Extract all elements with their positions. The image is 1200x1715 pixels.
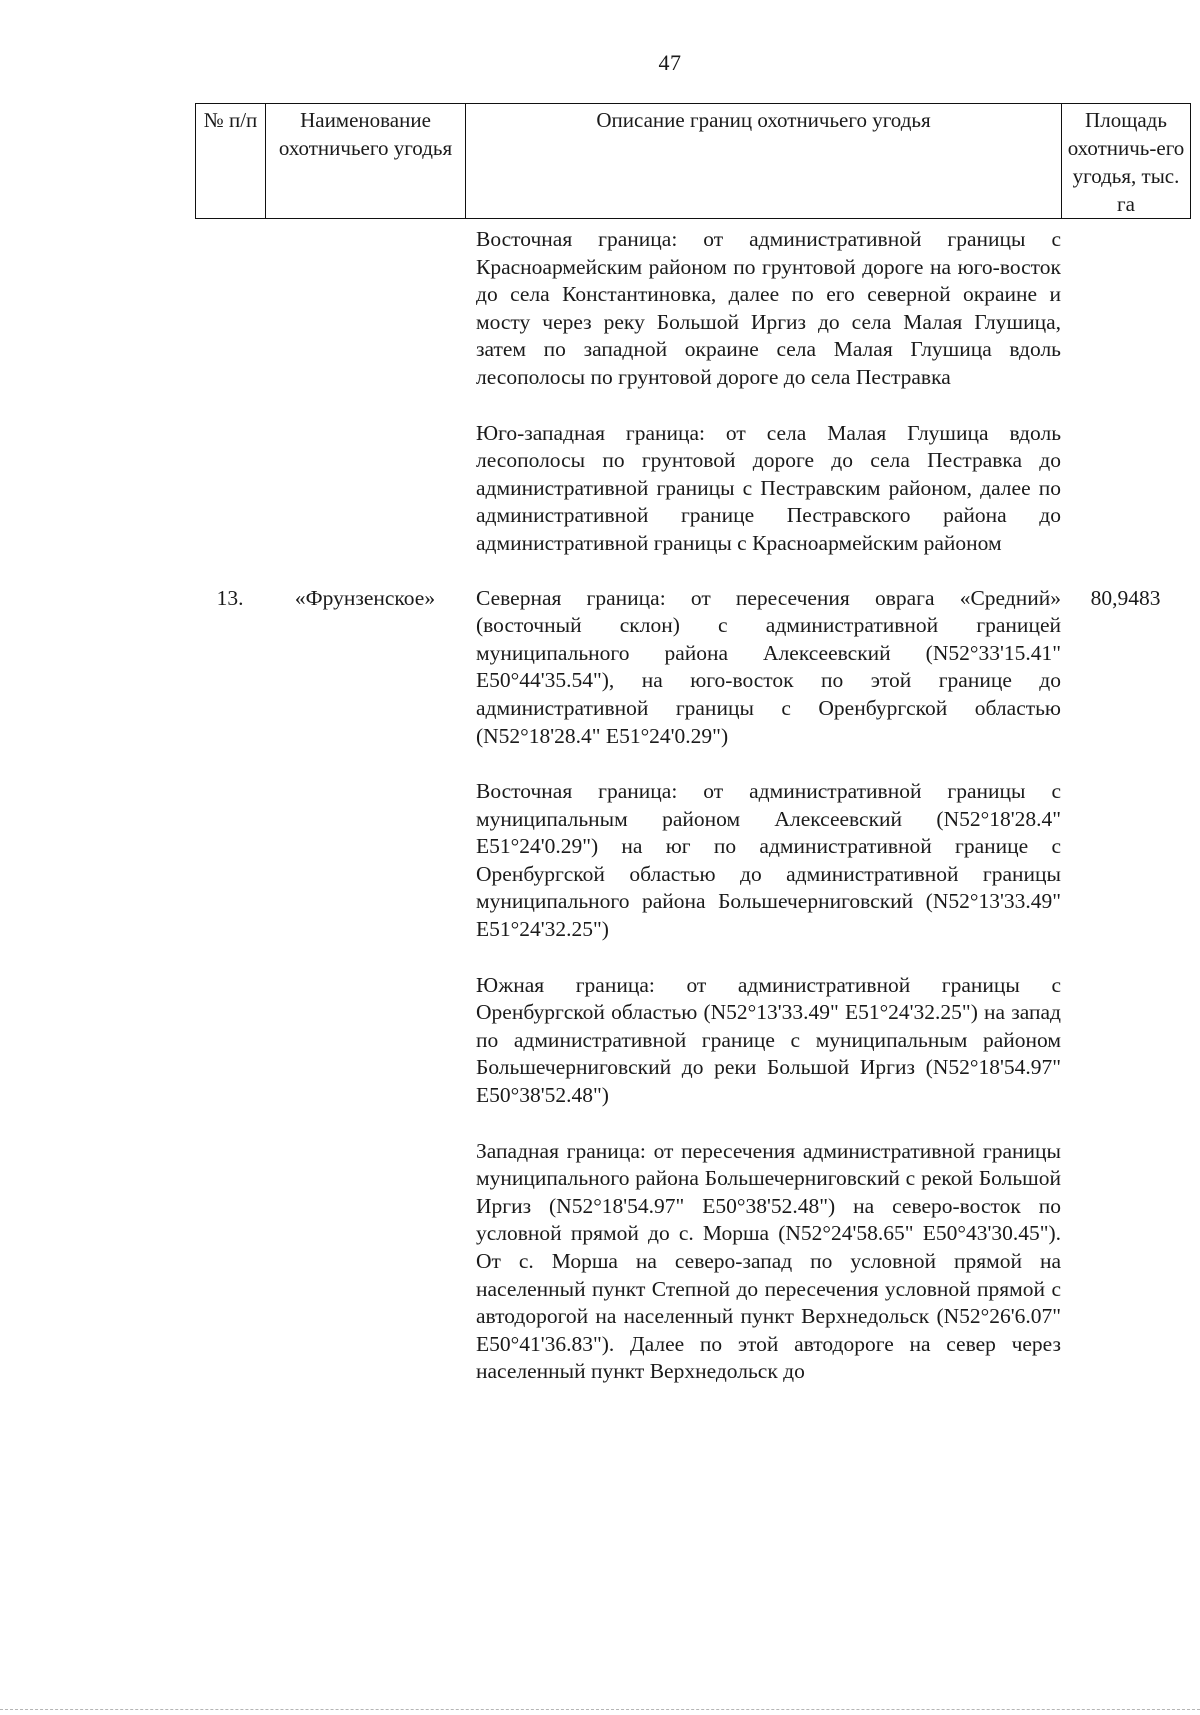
- row-spacer: [195, 558, 1190, 585]
- header-description: Описание границ охотничьего угодья: [466, 104, 1062, 219]
- page-number: 47: [658, 50, 682, 75]
- boundary-east-paragraph: Восточная граница: от административной границы с муниципальным районом Алексеевский (N52°18'28.4" E51°24'0.29") на юг по административной границе с Оренбургской областью до административной границы муниципального района Большечерниговский (N52°13'33.49" E51°24'32.25"): [476, 779, 1061, 942]
- boundary-southwest-paragraph: Юго-западная граница: от села Малая Глушица вдоль лесополосы по грунтовой дороге до села Пестравка до административной границы с Пестравским районом, далее по административной границе Пестравского района до административной границы с Красноармейским районом: [476, 420, 1061, 555]
- table-body: [195, 226, 1190, 1386]
- header-name: Наименование охотничьего угодья: [266, 104, 466, 219]
- boundary-south-paragraph: Южная граница: от административной границы с Оренбургской областью (N52°13'33.49" E51°24'32.25") на запад по административной границе с муниципальным районом Большечерниговский до реки Большой Иргиз (N52°18'54.97" E50°38'52.48"): [476, 972, 1061, 1108]
- table-header: [195, 103, 1191, 219]
- header-number: № п/п: [196, 104, 266, 219]
- table-row-continuation: [195, 226, 1190, 558]
- area-value: 80,9483: [1090, 585, 1161, 610]
- header-area: Площадь охотничь-его угодья, тыс. га: [1062, 104, 1191, 219]
- boundary-west-paragraph: Западная граница: от пересечения административной границы муниципального района Большечерниговский с рекой Большой Иргиз (N52°18'54.97" E50°38'52.48") на северо-восток по условной прямой до с. Морша (N52°24'58.65" E50°43'30.45"). От с. Морша на северо-запад по условной прямой на населенный пункт Степной до пересечения условной прямой с автодорогой на населенный пункт Верхнедольск (N52°26'6.07" E50°41'36.83"). Далее по этой автодороге на север через населенный пункт Верхнедольск до: [476, 1138, 1061, 1384]
- table-row: [195, 585, 1190, 1386]
- number-cell: [195, 226, 265, 558]
- description-cell: [465, 226, 1061, 558]
- row-number: 13.: [216, 585, 244, 610]
- scan-edge-divider: [0, 1709, 1200, 1710]
- area-cell: [1061, 226, 1190, 558]
- boundary-east-paragraph: Восточная граница: от административной границы с Красноармейским районом по грунтовой дороге на юго-восток до села Константиновка, далее по его северной окраине и мосту через реку Большой Иргиз до села Малая Глушица, затем по западной окраине села Малая Глушица вдоль лесополосы по грунтовой дороге до села Пестравка: [476, 227, 1061, 389]
- name-cell: [265, 226, 465, 558]
- hunting-ground-name: «Фрунзенское»: [294, 585, 436, 610]
- description-cell: [465, 585, 1061, 1386]
- boundary-north-paragraph: Северная граница: от пересечения оврага «Средний» (восточный склон) с административной границей муниципального района Алексеевский (N52°33'15.41" E50°44'35.54"), на юго-восток по этой границе до административной границы с Оренбургской областью (N52°18'28.4" E51°24'0.29"): [476, 585, 1061, 748]
